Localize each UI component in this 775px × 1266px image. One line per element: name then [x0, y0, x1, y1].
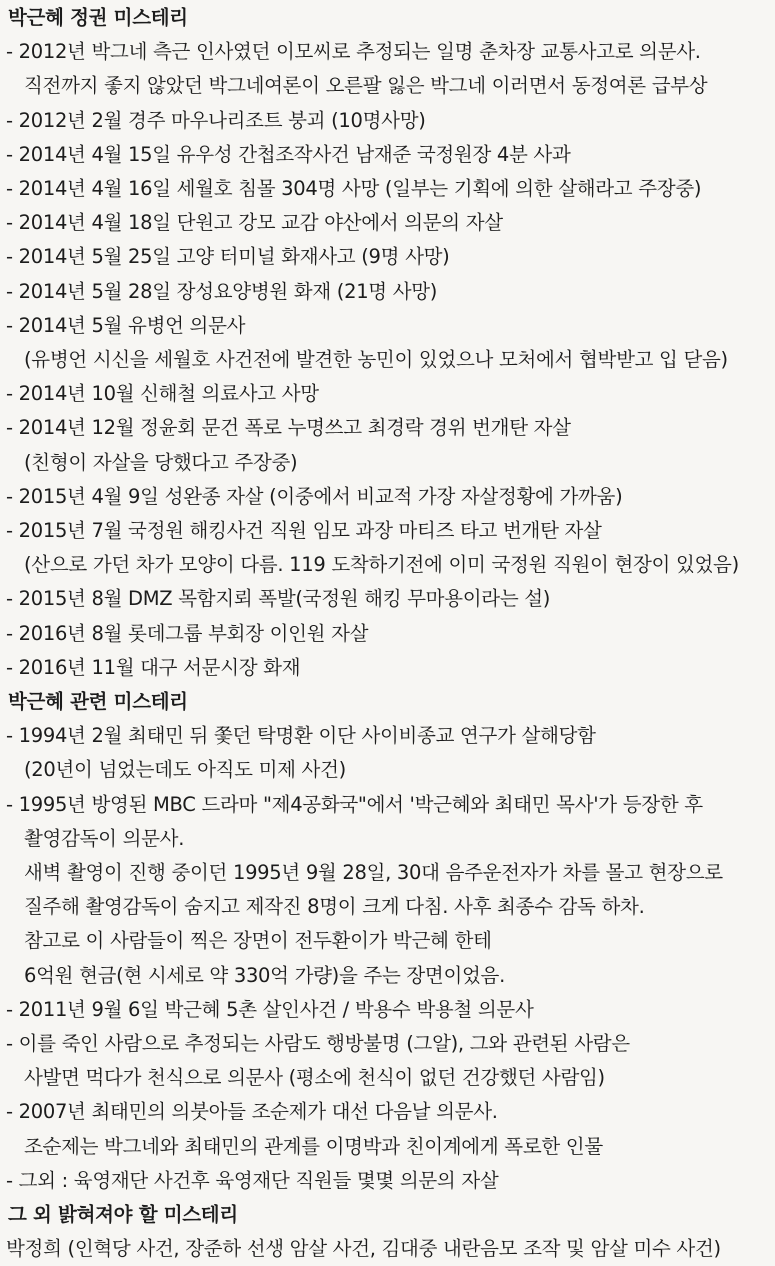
- list-item-continuation: 6억원 현금(현 시세로 약 330억 가량)을 주는 장면이었음.: [24, 963, 505, 987]
- list-item-continuation: (친형이 자살을 당했다고 주장중): [24, 450, 298, 474]
- list-item-continuation: 조순제는 박그네와 최태민의 관계를 이명박과 친이계에게 폭로한 인물: [24, 1134, 603, 1158]
- list-item: - 2015년 4월 9일 성완종 자살 (이중에서 비교적 가장 자살정황에 가까움): [6, 484, 623, 508]
- list-item-continuation: 질주해 촬영감독이 숨지고 제작진 8명이 크게 다침. 사후 최종수 감독 하차.: [24, 895, 645, 919]
- list-item: - 2014년 10월 신해철 의료사고 사망: [6, 382, 319, 406]
- list-item-continuation: (20년이 넘었는데도 아직도 미제 사건): [24, 758, 346, 782]
- list-item: - 1994년 2월 최태민 뒤 쫓던 탁명환 이단 사이비종교 연구가 살해당함: [6, 724, 596, 748]
- list-item-continuation: 직전까지 좋지 않았던 박그네여론이 오른팔 잃은 박그네 이러면서 동정여론 급부상: [24, 74, 708, 98]
- list-item: - 2012년 박그네 측근 인사였던 이모씨로 추정되는 일명 춘차장 교통사고로 의문사.: [6, 40, 701, 64]
- list-item: - 2015년 8월 DMZ 목함지뢰 폭발(국정원 해킹 무마용이라는 설): [6, 587, 551, 611]
- list-item-continuation: (산으로 가던 차가 모양이 다름. 119 도착하기전에 이미 국정원 직원이 현장이 있었음): [24, 553, 739, 577]
- list-item-continuation: 촬영감독이 의문사.: [24, 826, 185, 850]
- list-item: - 1995년 방영된 MBC 드라마 "제4공화국"에서 '박근혜와 최태민 목사'가 등장한 후: [6, 792, 703, 816]
- list-item: - 2011년 9월 6일 박근혜 5촌 살인사건 / 박용수 박용철 의문사: [6, 997, 534, 1021]
- list-item: - 2014년 4월 18일 단원고 강모 교감 야산에서 의문의 자살: [6, 211, 503, 235]
- list-item: - 2007년 최태민의 의붓아들 조순제가 대선 다음날 의문사.: [6, 1100, 498, 1124]
- list-item: - 2014년 12월 정윤회 문건 폭로 누명쓰고 최경락 경위 번개탄 자살: [6, 416, 571, 440]
- list-item: - 2012년 2월 경주 마우나리조트 붕괴 (10명사망): [6, 108, 426, 132]
- list-item: - 2016년 11월 대구 서문시장 화재: [6, 655, 301, 679]
- list-item: - 이를 죽인 사람으로 추정되는 사람도 행방불명 (그알), 그와 관련된 사람은: [6, 1032, 630, 1055]
- list-item: - 2016년 8월 롯데그룹 부회장 이인원 자살: [6, 621, 369, 645]
- section-heading: 박근혜 관련 미스테리: [8, 690, 188, 713]
- list-item: - 2014년 4월 15일 유우성 간첩조작사건 남재준 국정원장 4분 사과: [6, 142, 571, 166]
- list-item: - 2014년 5월 28일 장성요양병원 화재 (21명 사망): [6, 279, 438, 303]
- list-item: - 2014년 4월 16일 세월호 침몰 304명 사망 (일부는 기획에 의한 살해라고 주장중): [6, 177, 702, 200]
- list-item: - 그외 : 육영재단 사건후 육영재단 직원들 몇몇 의문의 자살: [6, 1168, 499, 1192]
- list-item-continuation: (유병언 시신을 세월호 사건전에 발견한 농민이 있었으나 모처에서 협박받고 입 닫음): [24, 348, 728, 371]
- list-item-continuation: 사발면 먹다가 천식으로 의문사 (평소에 천식이 없던 건강했던 사람임): [24, 1066, 605, 1090]
- list-item-continuation: 새벽 촬영이 진행 중이던 1995년 9월 28일, 30대 음주운전자가 차를 몰고 현장으로: [24, 861, 723, 884]
- list-item: - 2014년 5월 유병언 의문사: [6, 313, 246, 337]
- list-item-continuation: 참고로 이 사람들이 찍은 장면이 전두환이가 박근혜 한테: [24, 929, 492, 953]
- list-item: - 2015년 7월 국정원 해킹사건 직원 임모 과장 마티즈 타고 번개탄 자살: [6, 519, 602, 542]
- list-item: - 2014년 5월 25일 고양 터미널 화재사고 (9명 사망): [6, 245, 450, 269]
- section-heading: 그 외 밝혀져야 할 미스테리: [8, 1203, 238, 1226]
- section-heading: 박근혜 정권 미스테리: [8, 6, 188, 29]
- list-item: 박정희 (인혁당 사건, 장준하 선생 암살 사건, 김대중 내란음모 조작 및 암살 미수 사건): [6, 1237, 721, 1261]
